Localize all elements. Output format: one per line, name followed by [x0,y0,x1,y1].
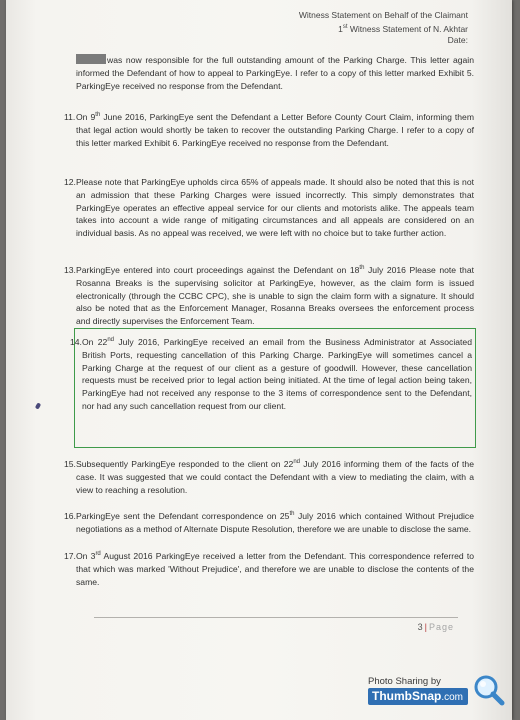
watermark-caption: Photo Sharing by [368,676,441,687]
paragraph-10-continued: was now responsible for the full outstanding amount of the Parking Charge. This letter again informed the Defendant of how to appeal to ParkingEye. I refer to a copy of this letter marked Exhibit 5. ParkingEye received no response from the Defendant. [76,55,474,91]
document-page [6,0,512,720]
watermark-brand: ThumbSnap.com [368,688,468,705]
page-number: 3 | Page [417,622,454,632]
paragraph-17: 17. On 3rd August 2016 ParkingEye received a letter from the Defendant. This correspondence referred to that which was marked 'Without Prejudice', and therefore we are unable to disclose the contents of the same. [64,551,474,587]
paragraph-11: 11. On 9th June 2016, ParkingEye sent the Defendant a Letter Before County Court Claim, informing them that legal action would shortly be taken to recover the outstanding Parking Charge. I refer to a copy of this letter marked Exhibit 6. ParkingEye received no response from the Defendant. [64,112,474,148]
paragraph-12: 12. Please note that ParkingEye upholds circa 65% of appeals made. It should also be noted that this is not an admission that these Parking Charges were issued incorrectly. This simply demonstrates that ParkingEye operates an effective appeal service for our clients and motorists alike. The appeals team takes into account a wide range of mitigating circumstances and all appeals are considered on an individual basis. As no appeal was received, we were left with no choice but to take further action. [64,177,474,239]
thumbsnap-watermark[interactable] [368,672,508,714]
paragraph-14: 14. On 22nd July 2016, ParkingEye received an email from the Business Administrator at Associated British Ports, requesting cancellation of this Parking Charge. ParkingEye will sometimes cancel a Parking Charge at the request of our client as a gesture of goodwill. However, these cancellation requests must be received prior to legal action being initiated. At the time of legal action being taken, ParkingEye had not received any response to the 3 items of correspondence sent to the Defendant, nor had any such cancellation request from our client. [70,337,472,411]
redaction-block [76,54,106,64]
header-witness: 1st Witness Statement of N. Akhtar [338,23,468,34]
header-date: Date: [447,34,468,45]
paragraph-15: 15. Subsequently ParkingEye responded to the client on 22nd July 2016 informing them of the facts of the case. It was suggested that we could contact the Defendant with a view to mediating the claim, with a view to reaching a resolution. [64,459,474,495]
footer-divider [94,617,458,618]
statement-header [299,10,468,46]
pen-mark [35,402,41,409]
header-title: Witness Statement on Behalf of the Claimant [298,10,468,20]
magnifier-icon [470,672,506,708]
paragraph-16: 16. ParkingEye sent the Defendant correspondence on 25th July 2016 which contained Without Prejudice negotiations as a method of Alternate Dispute Resolution, therefore we are unable to disclose the same. [64,511,474,534]
paragraph-13: 13. ParkingEye entered into court proceedings against the Defendant on 18th July 2016 Please note that Rosanna Breaks is the supervising solicitor at ParkingEye, however, as the claim form is issued electronically (through the CCBC CPC), she is unable to sign the claim form with a signature. It should also be noted that as the Enforcement Manager, Rosanna Breaks oversees the enforcement process and directly supervises the Enforcement Team. [64,265,474,327]
